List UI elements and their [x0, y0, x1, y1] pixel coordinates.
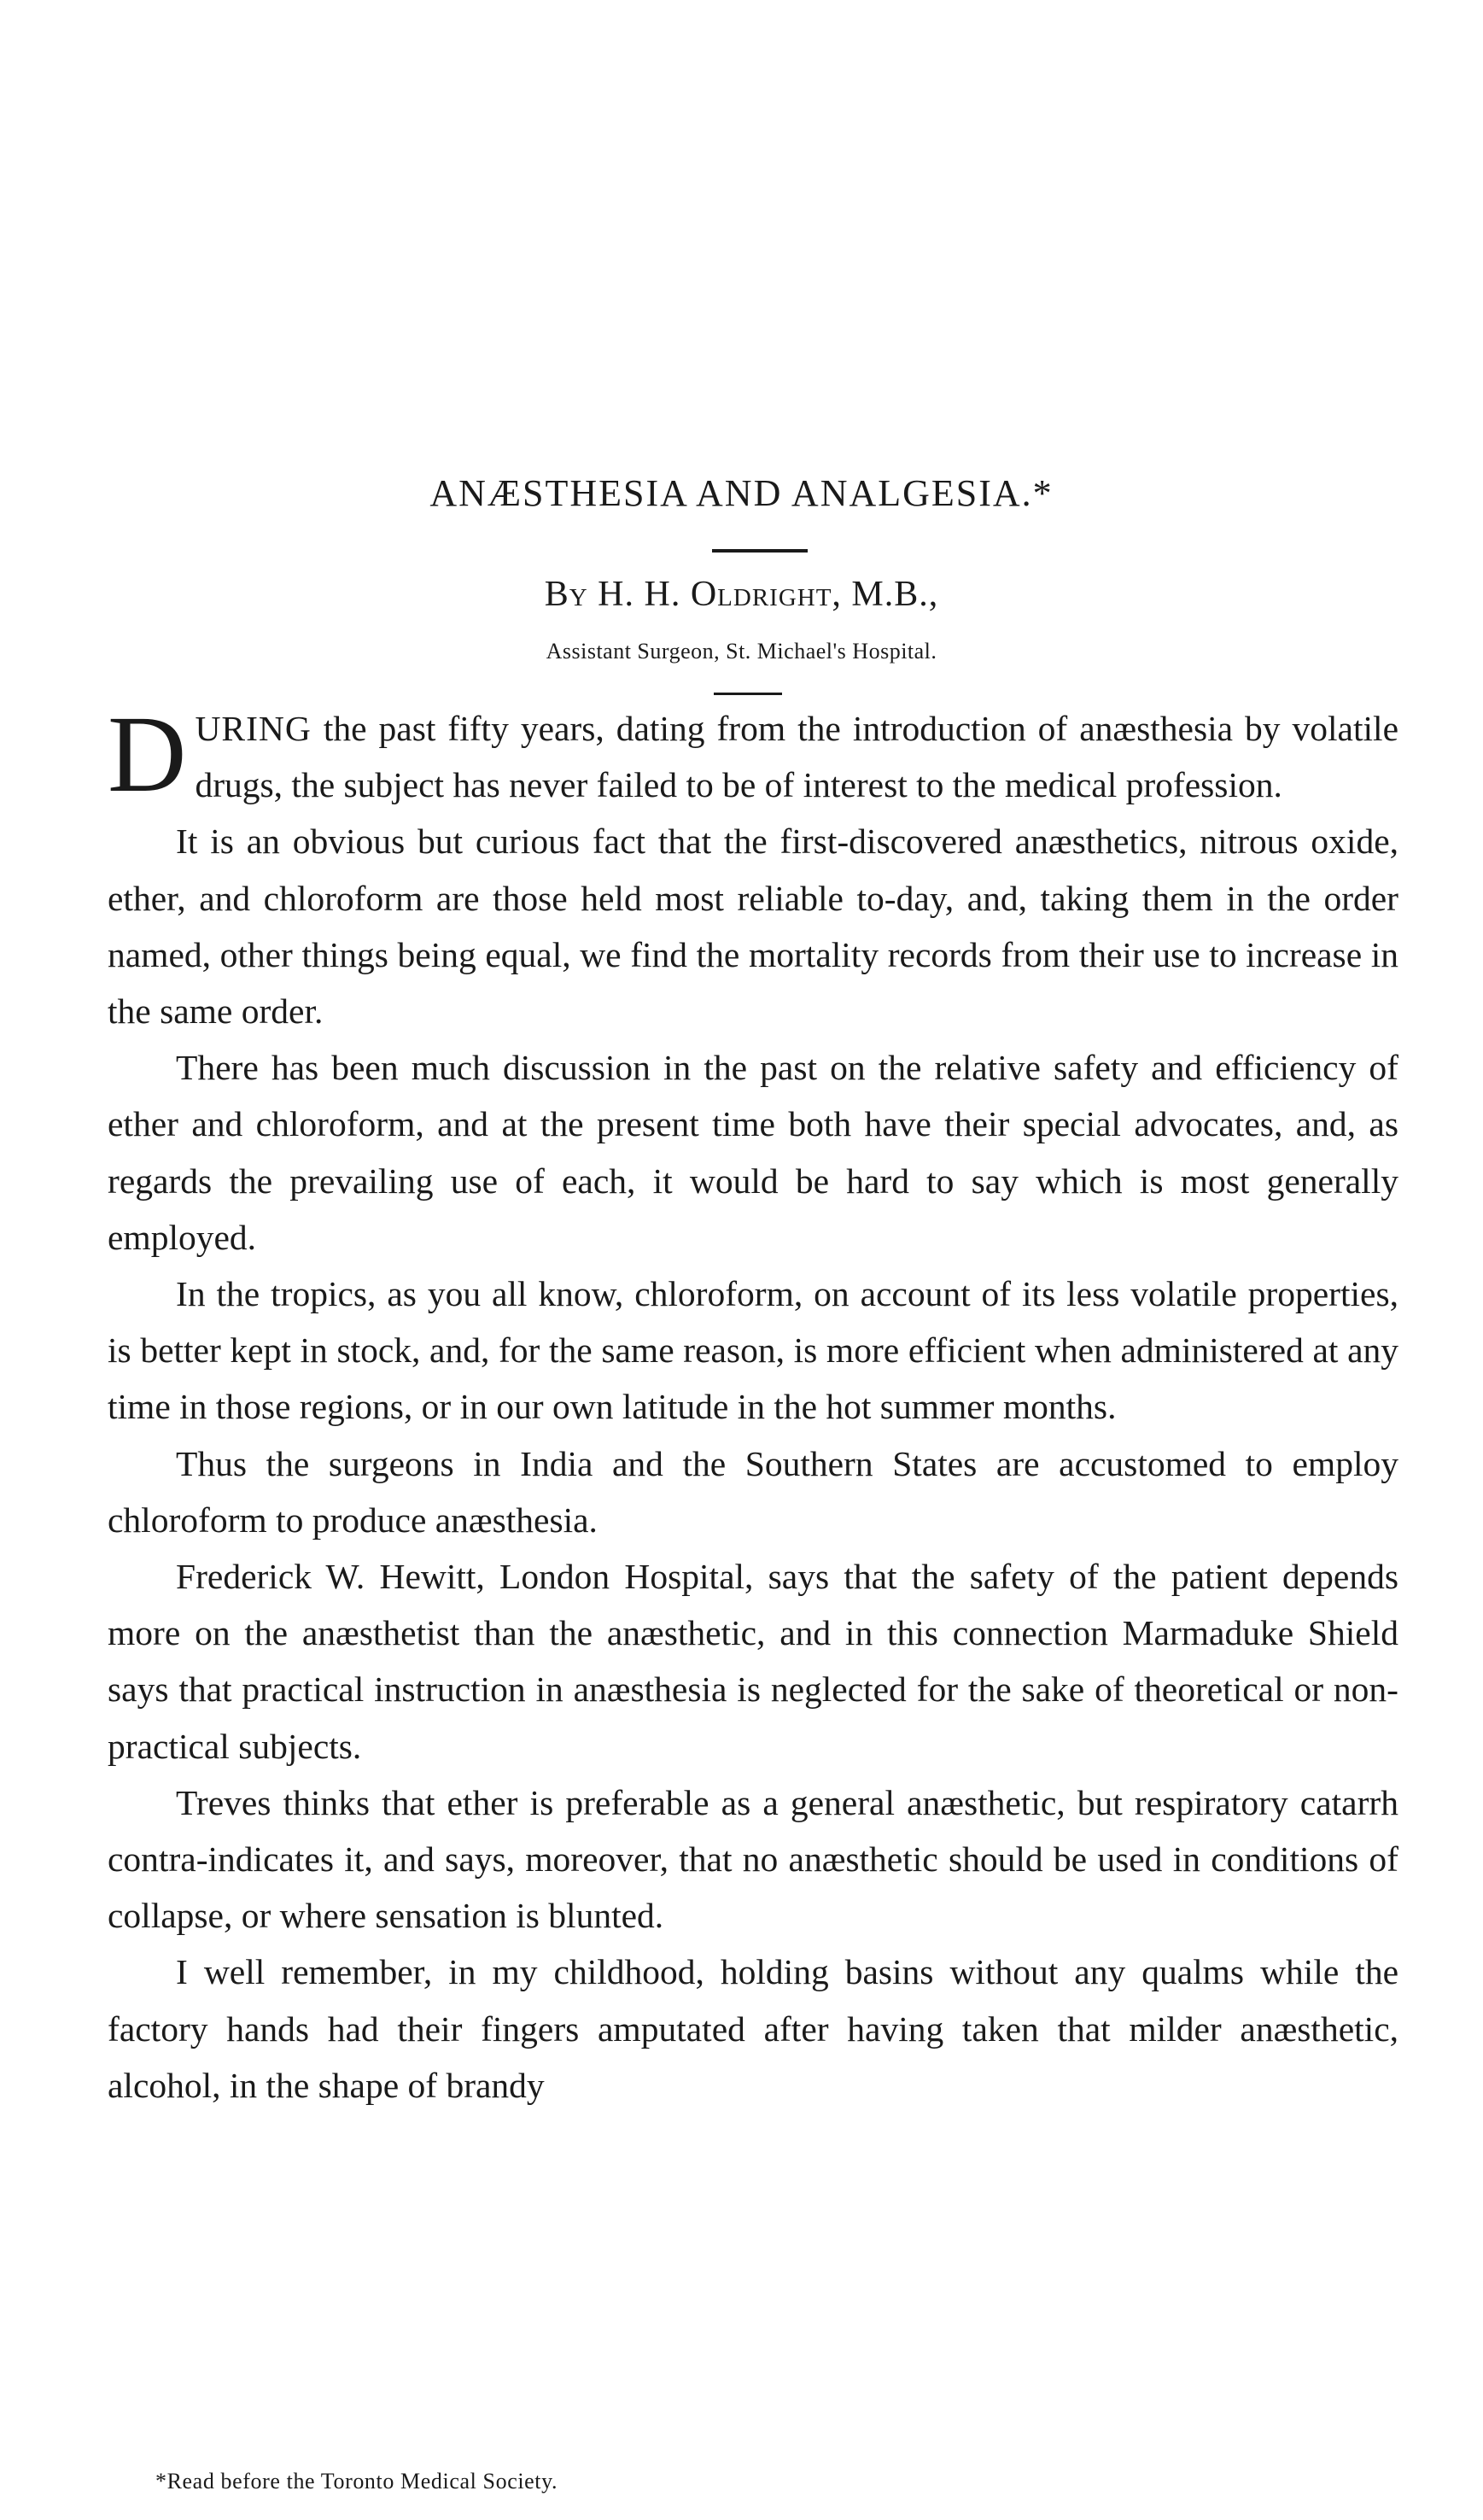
author-name: H. H. Oldright, M.B., [598, 575, 939, 614]
article-body [108, 693, 1398, 2114]
footnote: *Read before the Toronto Medical Society. [155, 2469, 558, 2494]
lead-caps: URING [195, 709, 312, 748]
paragraph: It is an obvious but curious fact that the first-discovered anæsthetics, nitrous oxide, ether, and chloroform are those held most reliable to-day, and, taking them in the order named, other things being equal, we find the mortality records from their use to increase in the same order. [108, 821, 1398, 1032]
paragraph: Treves thinks that ether is preferable as a general anæsthetic, but respiratory catarrh contra-indicates it, and says, moreover, that no anæsthetic should be used in conditions of collapse, or where sensation is blunted. [108, 1782, 1398, 1936]
paragraph: In the tropics, as you all know, chloroform, on account of its less volatile properties, is better kept in stock, and, for the same reason, is more efficient when administered at any time in those regions, or in our own latitude in the hot summer months. [108, 1274, 1398, 1427]
author-affiliation: Assistant Surgeon, St. Michael's Hospital. [546, 639, 937, 664]
paragraph [108, 693, 1398, 815]
paragraph: I well remember, in my childhood, holding basins without any qualms while the factory hands had their fingers amputated after having taken that milder anæsthetic, alcohol, in the shape of brandy [108, 1952, 1398, 2105]
paragraph: Frederick W. Hewitt, London Hospital, says that the safety of the patient depends more on the anæsthetist than the anæsthetic, and in this connection Marmaduke Shield says that practical instruction in anæsthesia is neglected for the sake of theoretical or non-practical subjects. [108, 1557, 1398, 1766]
article-title: ANÆSTHESIA AND ANALGESIA.* [429, 472, 1054, 514]
drop-cap: D [108, 693, 187, 815]
title-divider [712, 549, 808, 553]
paragraph: There has been much discussion in the past on the relative safety and efficiency of ether and chloroform, and at the present time both have their special advocates, and, as regards the prevailing use of each, it would be hard to say which is most generally employed. [108, 1048, 1398, 1257]
byline-prefix: By [544, 575, 588, 614]
paragraph-text: the past fifty years, dating from the introduction of anæsthesia by volatile drugs, the subject has never failed to be of interest to the medical profession. [195, 709, 1398, 805]
byline-divider [714, 693, 782, 695]
paragraph: Thus the surgeons in India and the Southern States are accustomed to employ chloroform to produce anæsthesia. [108, 1443, 1398, 1540]
author-byline [0, 574, 1483, 615]
